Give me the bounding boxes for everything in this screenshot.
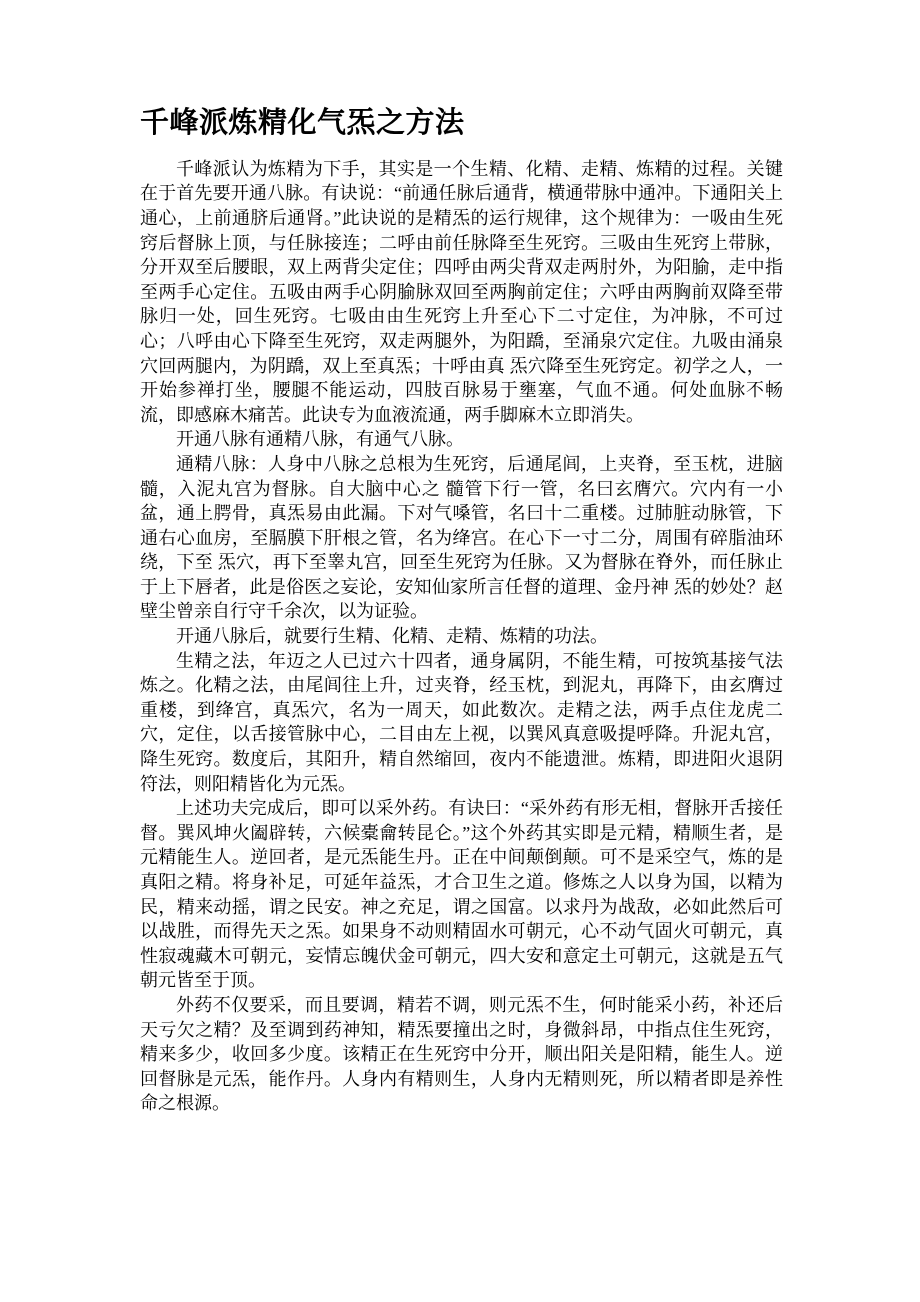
document-body [140,157,783,1116]
paragraph-5: 生精之法，年迈之人已过六十四者，通身属阴，不能生精，可按筑基接气法炼之。化精之法，由尾闾往上升，过夹脊，经玉枕，到泥丸，再降下，由玄膺过重楼，到绛宫，真炁穴，名为一周天，如此数次。走精之法，两手点住龙虎二穴，定住，以舌接管脉中心，二目由左上视，以巽风真意吸提呼降。升泥丸宫，降生死窍。数度后，其阳升，精自然缩回，夜内不能遗泄。炼精，即进阳火退阴符法，则阳精皆化为元炁。 [140,650,783,794]
paragraph-6: 上述功夫完成后，即可以采外药。有诀曰：“采外药有形无相，督脉开舌接任督。巽风坤火阖辟转，六候橐龠转昆仑。”这个外药其实即是元精，精顺生者，是元精能生人。逆回者，是元炁能生丹。正在中间颠倒颠。可不是采空气，炼的是真阳之精。将身补足，可延年益炁，才合卫生之道。修炼之人以身为国，以精为民，精来动摇，谓之民安。神之充足，谓之国富。以求丹为战敌，必如此然后可以战胜，而得先天之炁。如果身不动则精固水可朝元，心不动气固火可朝元，真性寂魂藏木可朝元，妄情忘魄伏金可朝元，四大安和意定土可朝元，这就是五气朝元皆至于顶。 [140,798,783,991]
paragraph-1: 千峰派认为炼精为下手，其实是一个生精、化精、走精、炼精的过程。关键在于首先要开通八脉。有诀说：“前通任脉后通背，横通带脉中通冲。下通阳关上通心，上前通脐后通肾。”此诀说的是精炁的运行规律，这个规律为：一吸由生死窍后督脉上顶，与任脉接连；二呼由前任脉降至生死窍。三吸由生死窍上带脉，分开双至后腰眼，双上两背尖定住；四呼由两尖背双走两肘外，为阳腧，走中指至两手心定住。五吸由两手心阴腧脉双回至两胸前定住；六呼由两胸前双降至带脉归一处，回生死窍。七吸由由生死窍上升至心下二寸定住，为冲脉，不可过心；八呼由心下降至生死窍，双走两腿外，为阳蹻，至涌泉穴定住。九吸由涌泉穴回两腿内，为阴蹻，双上至真炁；十呼由真 炁穴降至生死窍定。初学之人，一开始参禅打坐，腰腿不能运动，四肢百脉易于壅塞，气血不通。何处血脉不畅流，即感麻木痛苦。此诀专为血液流通，两手脚麻木立即消失。 [140,158,783,425]
paragraph-3: 通精八脉：人身中八脉之总根为生死窍，后通尾闾，上夹脊，至玉枕，进脑髓，入泥丸宫为督脉。自大脑中心之 髓管下行一管，名曰玄膺穴。穴内有一小盆，通上腭骨，真炁易由此漏。下对气嗓管，名曰十二重楼。过肺脏动脉管，下通右心血房，至膈膜下肝根之管，名为绛宫。在心下一寸二分，周围有碎脂油环绕，下至 炁穴，再下至睾丸宫，回至生死窍为任脉。又为督脉在脊外，而任脉止于上下唇者，此是俗医之妄论，安知仙家所言任督的道理、金丹神 炁的妙处？赵壁尘曾亲自行守千余次，以为证验。 [140,453,783,622]
paragraph-7: 外药不仅要采，而且要调，精若不调，则元炁不生，何时能采小药，补还后天亏欠之精？及至调到药神知，精炁要撞出之时，身微斜昂，中指点住生死窍，精来多少，收回多少度。该精正在生死窍中分开，顺出阳关是阳精，能生人。逆回督脉是元炁，能作丹。人身内有精则生，人身内无精则死，所以精者即是养性命之根源。 [140,994,783,1114]
paragraph-2: 开通八脉有通精八脉，有通气八脉。 [176,429,464,450]
paragraph-4: 开通八脉后，就要行生精、化精、走精、炼精的功法。 [176,626,608,647]
document-title: 千峰派炼精化气炁之方法 [140,107,465,139]
